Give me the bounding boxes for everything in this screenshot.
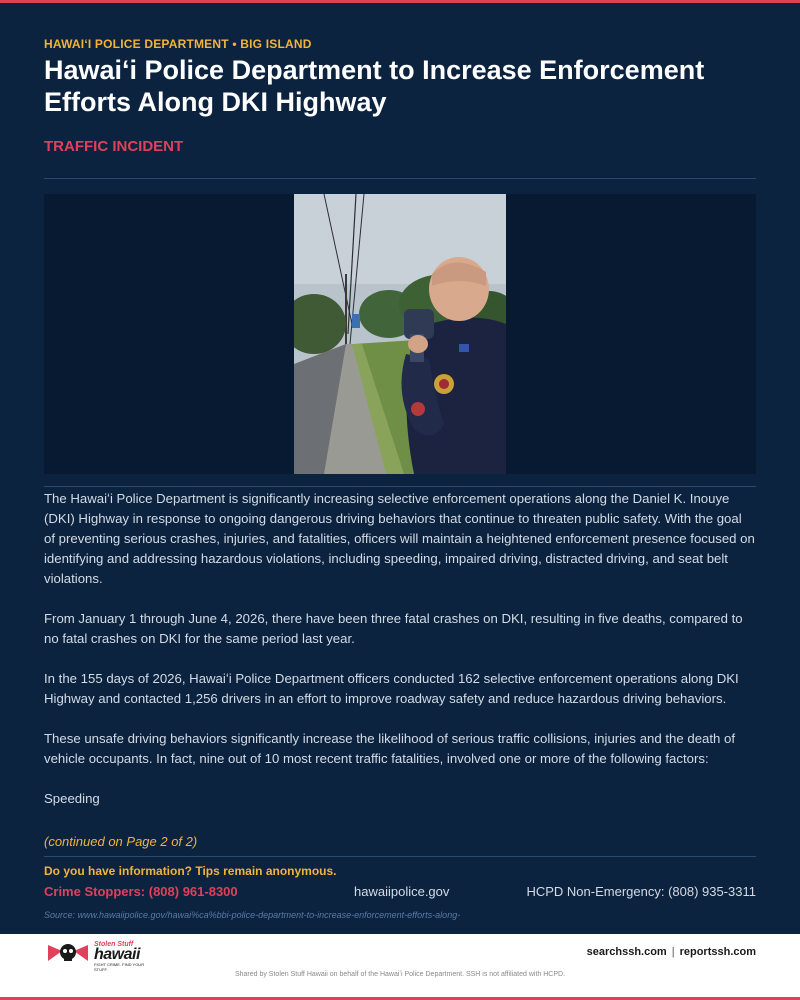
- source-url[interactable]: Source: www.hawaiipolice.gov/hawai%ca%bbi-police-department-to-increase-enforcement-efforts-along-: [44, 910, 461, 920]
- photo-frame: [44, 194, 756, 474]
- report-link[interactable]: reportssh.com: [679, 946, 756, 958]
- divider: [44, 486, 756, 487]
- divider: [44, 856, 756, 857]
- website-link[interactable]: hawaiipolice.gov: [354, 884, 450, 899]
- logo-main-text: hawaii: [94, 946, 140, 963]
- article-paragraph: From January 1 through June 4, 2026, there have been three fatal crashes on DKI, resulting in five deaths, compared to no fatal crashes on DKI for the same period last year.: [44, 611, 743, 646]
- link-separator: |: [671, 946, 675, 958]
- logo-top-text: Stolen Stuff: [94, 941, 134, 948]
- article-paragraph: In the 155 days of 2026, Hawaiʻi Police Department officers conducted 162 selective enforcement operations along DKI Highway and contacted 1,256 drivers in an effort to improve roadway safety and reduce hazardous driving behaviors.: [44, 671, 739, 706]
- stolen-stuff-hawaii-logo[interactable]: [46, 941, 156, 972]
- footer-links: [587, 946, 756, 958]
- article-paragraph: The Hawaiʻi Police Department is significantly increasing selective enforcement operations along the Daniel K. Inouye (DKI) Highway in response to ongoing dangerous driving behaviors that continue to threaten public safety. With the goal of preventing serious crashes, injuries, and fatalities, officers will maintain a heightened enforcement presence focused on identifying and addressing hazardous violations, including speeding, impaired driving, distracted driving, and seat belt violations.: [44, 491, 755, 586]
- officer-speed-radar-photo: [294, 194, 506, 474]
- contact-row: [44, 884, 756, 902]
- logo-tagline: FIGHT CRIME. FIND YOUR STUFF.: [94, 962, 145, 972]
- divider: [44, 178, 756, 179]
- category-label: TRAFFIC INCIDENT: [44, 138, 184, 155]
- article-paragraph: These unsafe driving behaviors significantly increase the likelihood of serious traffic collisions, injuries and the death of vehicle occupants. In fact, nine out of 10 most recent traffic fatalities, involved one or more of the following factors:: [44, 731, 736, 766]
- non-emergency-phone[interactable]: HCPD Non-Emergency: (808) 935-3311: [526, 884, 756, 899]
- crime-stoppers-phone[interactable]: Crime Stoppers: (808) 961-8300: [44, 884, 238, 899]
- article-headline: Hawaiʻi Police Department to Increase Enforcement Efforts Along DKI Highway: [44, 55, 705, 117]
- skull-crossbones-icon: [46, 941, 90, 965]
- article-list-item: Speeding: [44, 791, 100, 806]
- tips-heading: Do you have information? Tips remain anonymous.: [44, 864, 337, 878]
- department-kicker: HAWAIʻI POLICE DEPARTMENT • BIG ISLAND: [44, 37, 312, 51]
- footer-disclaimer: Shared by Stolen Stuff Hawaii on behalf of the Hawaiʻi Police Department. SSH is not affiliated with HCPD.: [234, 971, 566, 978]
- top-accent-bar: [0, 0, 800, 3]
- search-link[interactable]: searchssh.com: [586, 946, 667, 958]
- continued-note: (continued on Page 2 of 2): [44, 834, 198, 849]
- article-body: [44, 489, 756, 829]
- footer: [0, 934, 800, 997]
